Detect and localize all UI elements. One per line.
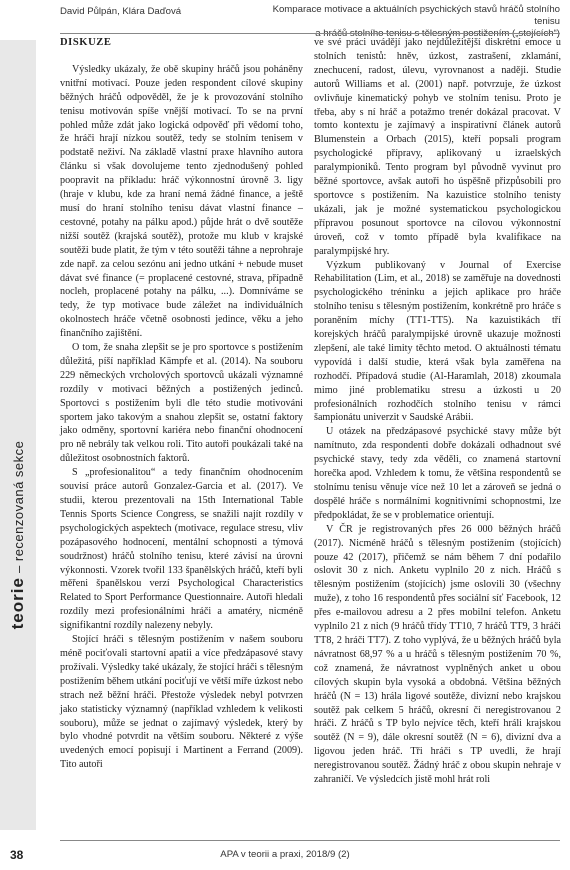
header-authors: David Půlpán, Klára Daďová [60,6,182,17]
right-text-column [314,36,561,787]
sidebar-subsection-name: recenzovaná sekce [11,440,26,562]
sidebar-label [8,441,28,630]
section-heading: DISKUZE [60,37,112,48]
section-sidebar [0,40,36,830]
paragraph: U otázek na předzápasové psychické stavy může být namítnuto, zda respondenti dobře dokázali odhadnout své psychické stavy, tedy zda věděli, co znamená startovní horečka apod. Vzhledem k tomu, že většina respondentů se stolnímu tenisu věnuje více než 10 let a zároveň se jedná o dospělé hráče s normálními kognitivními schopnostmi, lze předpokládat, že se v problematice orientují. [314,426,561,521]
paragraph: S „profesionalitou“ a tedy finančním ohodnocením souvisí práce autorů Gonzalez-Garcia et al. (2017). Ve studii, kterou prezentovali na 15th International Table Tennis Sports Science Congress, se snažili najít rozdíly v psychologických aspektech (motivace, regulace stresu, vliv pozápasového hodnocení, mentální schopnosti a týmová soudržnost) hráčů stolního tenisu, které závisí na úrovni výkonnosti. Vzorek tvořil 133 španělských hráčů, kteří byli měřeni španělskou verzí Psychological Characteristics Related to Sport Performance Questionnaire. Autoři hledali rozdíly mezi profesionálními hráči a amatéry, nicméně signifikantní rozdíly nalezeny nebyly. [60,467,303,632]
paragraph: V ČR je registrovaných přes 26 000 běžných hráčů (2017). Nicméně hráčů s tělesným postižením (stojících) pouze 42 (2017), přičemž se nám během 7 dní podařilo oslovit 30 z nich. Anketu vyplnilo 20 z nich. Hráčů s tělesným postižením (stojících) jsme oslovili 30 (všechny muže), z toho 16 respondentů přes sociální síť Facebook, 12 přes e-mailovou adresu a 2 přes mobilní telefon. Anketu vyplnilo 21 z nich (9 hráčů třídy TT10, 7 hráčů TT9, 3 hráči TT8, 2 hráči TT7). Z toho vyplývá, že u běžných hráčů byla návratnost 68,97 % a u hráčů s tělesným postižením 70 %, což znamená, že návratnost vyplněných anket u obou cílových skupin byla vysoká a obdobná. Většina běžných hráčů (N = 13) hrála ligové soutěže, divizní nebo krajskou soutěž pak celkem 5 hráčů, okresní či neregistrovanou 2 hráči. Z hráčů s TP bylo nejvíce těch, kteří hráli krajskou soutěž (N = 9), dále okresní soutěž (N = 6), divizní dva a ligovou jeden hráč. Tři hráči s TP uvedli, že hrají neregistrovanou soutěž. Žádný hráč z obou skupin nehraje v zahraničí. Ve výsledcích jistě mohl hrát roli [314,523,561,786]
header-title-line-2: a hráčů stolního tenisu s tělesným postižením („stojících“) [315,28,560,39]
paragraph: Výsledky ukázaly, že obě skupiny hráčů jsou poháněny vnitřní motivací. Pouze jeden respondent cílové skupiny běžných hráčů odpověděl, že je k provozování stolního tenisu motivován spíše vnější motivací. To se na první pohled může zdát jako logická odpověď při vědomí toho, že hráči hrají nízkou soutěž, tedy se stolním tenisem v podstatě neživí. Na základě vlastní praxe hlavního autora článku si však dovolujeme tento zjednodušený pohled poopravit na příkladu: hráč výkonnostní úrovně 3. ligy (hraje v klubu, kde za hraní nemá žádné finance, a ještě musí do hraní stolního tenisu dávat vlastní finance – cestovné, potahy na pálku apod.) půjde hrát o dvě soutěže nižší soutěž (krajská soutěž), protože mu klub v krajské soutěži bude platit, že tým v této soutěži táhne a neprohraje zde např. za celou sezónu ani jedno utkání + nebude muset dávat své finance (= proplacené cestovné, strava, případně nocleh, proplacené potahy na pálku, ...). Domníváme se tedy, že typ motivace bude záležet na individuálních okolnostech hráče včetně osobnosti jedince, věku a jeho finančního zajištění. [60,63,303,340]
paragraph: Stojící hráči s tělesným postižením v našem souboru méně pociťovali startovní apatii a více předzápasové stavy prožívali. Výsledky také ukázaly, že stojící hráči s tělesným postižením během utkání pociťují ve větší míře úzkost nebo strach než běžní hráči. Přestože výsledek nebyl potvrzen jako statisticky významný (například vzhledem k velikosti souboru), může se jednat o zajímavý výsledek, který by bylo vhodné potvrdit na větším souboru. Některé z výše uvedených emocí popisují i Martinent a Ferrand (2009). Tito autoři [60,634,303,771]
paragraph: ve své práci uvádějí jako nejdůležitější diskrétní emoce u stolních tenistů: hněv, úzkost, zastrašení, zklamání, znechucení, radost, úlevu, vyrovnanost a naději. Studie autorů Williams et al. (2001) např. potvrzuje, že úzkost ovlivňuje kinematický pohyb ve stolním tenisu. Proto je třeba, aby s ní hráč a potažmo trenér dokázal pracovat. V tomto kontextu je zajímavý a inspirativní článek autorů Blumenstein a Orbach (2015), kteří popsali program psychologické přípravy, aplikovaný u izraelských paralympioniků. Tento program byl původně vyvinut pro běžné sportovce, avšak autoři ho úspěšně přizpůsobili pro sportovce s postižením. Na kazuistice stolního tenisty ukázali, jak je možné systematickou psychologickou přípravou posunout sportovce na cílovou výkonnostní úroveň, což v tomto případě byla kvalifikace na paralympijské hry. [314,37,561,257]
left-text-column [60,36,303,772]
page-number: 38 [10,848,24,862]
footer-divider [60,840,560,841]
header-article-title [260,4,560,40]
sidebar-separator: – [11,561,26,578]
journal-citation: APA v teorii a praxi, 2018/9 (2) [220,849,350,860]
sidebar-section-name: teorie [8,577,27,630]
paragraph: O tom, že snaha zlepšit se je pro sportovce s postižením důležitá, píší například Kämpfe et al. (2014). Na souboru 229 německých vrcholových sportovců ukázali významné rozdíly v motivaci běžných a postižených jedinců. Sportovci s postižením byli dle této studie motivováni sportem jako takovým a snahou zlepšit se, ostatní faktory jako odměny, sportovní kariéra nebo finanční ohodnocení pro ně nebrály tak velkou roli. Tito autoři poukázali také na důležitost osobnostních faktorů. [60,342,303,465]
header-divider [60,33,560,34]
header-title-line-1: Komparace motivace a aktuálních psychických stavů hráčů stolního tenisu [272,4,560,27]
paragraph: Výzkum publikovaný v Journal of Exercise Rehabilitation (Lim, et al., 2018) se zaměřuje na dovednosti psychologického tréninku a jejich aplikace pro hráče stolního tenisu s tělesným postižením, konkrétně pro hráče s poraněním míchy (TT1-TT5). Na kazuistikách tří korejských hráčů paralympijské úrovně ukazuje možnosti zlepšení, ale také limity těchto metod. O aktuálnosti tématu vypovídá i další studie, která však byla zaměřena na rozhodčí. Případová studie (Al-Haramlah, 2018) zkoumala mimo jiné problematiku stresu a úzkosti u 20 profesionálních rozhodčích stolního tenisu v rámci šampionátu univerzit v Saudské Arábii. [314,259,561,424]
